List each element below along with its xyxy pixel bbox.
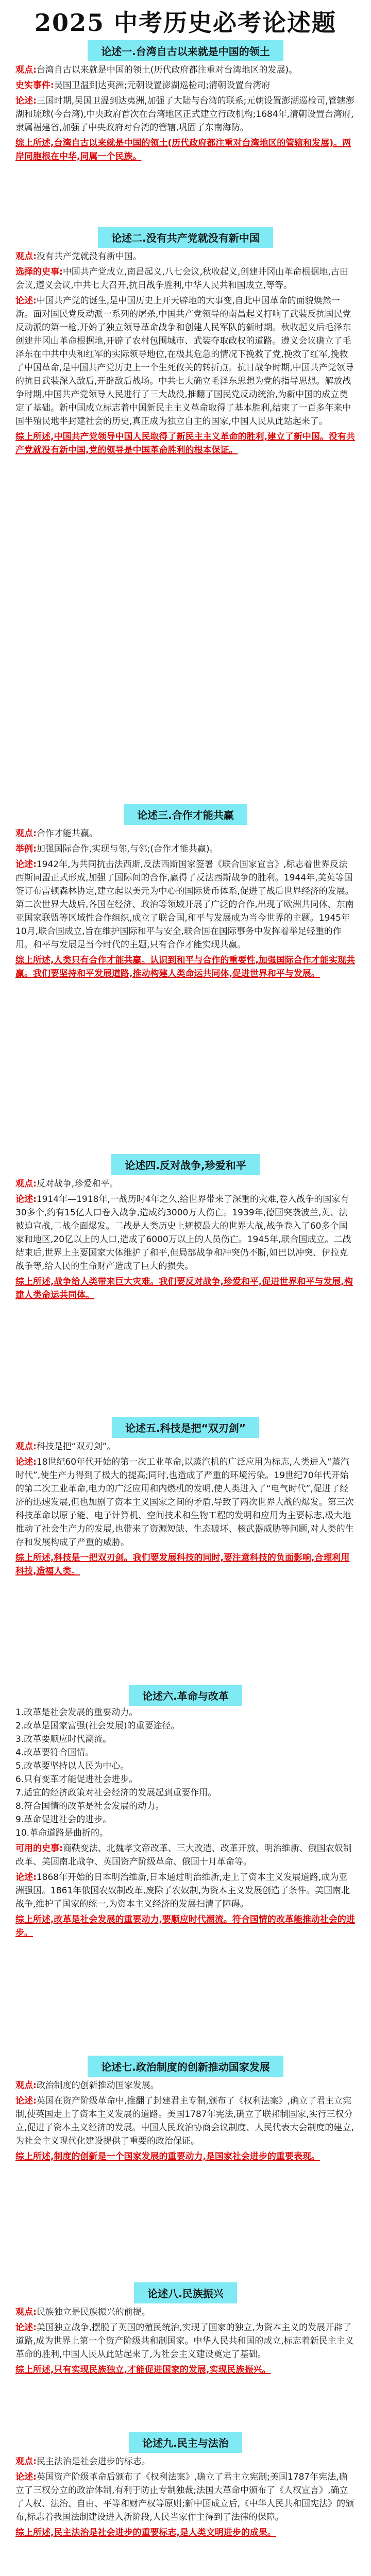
section-heading: 论述一.台湾自古以来就是中国的领土 [88,40,283,61]
section-heading: 论述八.民族振兴 [134,2282,237,2303]
list-item: 2.改革是国家富强(社会发展)的重要途径。 [15,1721,180,1731]
section-communist-party [15,227,356,459]
title-suffix: 论述题 [262,9,337,37]
section-technology [15,1417,356,1580]
viewpoint: 观点:民族独立是民族振兴的前提。 [15,2307,150,2317]
section-taiwan [15,40,356,165]
section-heading: 论述三.合作才能共赢 [124,804,247,825]
argument: 论述:英国在资产阶级革命中,推翻了封建君主专制,颁布了《权利法案》,确立了君主立宪制,使英国走上了资本主义发展的道路。美国1787年宪法,确立了联邦制国家,实行三权分立,促进了资本主义经济的发展。中国人民政治协商会议制度、人民代表大会制度的建立,为社会主义现代化建设提供了重要的政治保证。 [15,2096,354,2146]
viewpoint-list [15,1706,356,1840]
list-item: 7.适宜的经济政策对社会经济的发展起到重要作用。 [15,1788,217,1798]
viewpoint: 观点:民主法治是社会进步的标志。 [15,2456,150,2467]
conclusion: 综上所述,民主法治是社会进步的重要标志,是人类文明进步的成果。 [15,2528,276,2538]
section-national-revival [15,2282,356,2379]
section-heading: 论述二.没有共产党就没有新中国 [98,227,273,248]
argument: 论述:英国资产阶级革命后颁布了《权利法案》,确立了君主立宪制;美国1787年宪法,确立了三权分立的政治体制,有利于防止专制独裁;法国大革命中颁布了《人权宣言》,确立了人权、法治、自由、平等和财产权等原则;新中国成立后,《中华人民共和国宪法》的颁布,标志着我国法制建设进入新阶段,人民当家作主得到了法律的保障。 [15,2472,355,2522]
list-item: 6.只有变革才能促进社会进步。 [15,1774,138,1785]
list-item: 1.改革是社会发展的重要动力。 [15,1707,138,1718]
events: 可用的史事:商鞅变法、北魏孝文帝改革、三大改造、改革开放、明治维新、俄国农奴制改革、美国南北战争、英国资产阶级革命、俄国十月革命等。 [15,1843,352,1867]
list-item: 5.改革要坚持以人民为中心。 [15,1761,129,1771]
example: 举例:加强国际合作,实现与邻,与邻;(合作才能共赢)。 [15,844,218,854]
viewpoint: 观点:政治制度的创新推动国家发展。 [15,2080,159,2091]
viewpoint: 观点:合作才能共赢。 [15,828,98,839]
section-heading: 论述五.科技是把“双刃剑” [112,1417,259,1438]
section-peace [15,1154,356,1304]
section-heading: 论述四.反对战争,珍爱和平 [111,1154,259,1175]
page-title [0,4,371,38]
viewpoint: 观点:没有共产党就没有新中国。 [15,251,142,262]
section-reform [15,1685,356,1942]
section-political-system [15,2056,356,2165]
conclusion: 综上所述,改革是社会发展的重要动力,要顺应时代潮流。符合国情的改革能推动社会的进步。 [15,1914,355,1938]
list-item: 10.革命道路是曲折的。 [15,1828,109,1838]
argument: 论述:中国共产党的诞生,是中国历史上开天辟地的大事变,自此中国革命的面貌焕然一新。面对国民党反动派一系列的屠杀,中国共产党领导的南昌起义打响了武装反抗国民党反动派的第一枪,开始了独立领导革命战争和创建人民军队的新时期。秋收起义后毛泽东创建井冈山革命根据地,开辟了农村包围城市、武装夺取政权的道路。遵义会议确立了毛泽东在中共中央和红军的实际领导地位,在极其危急的情况下挽救了党,挽救了红军,挽救了中国革命,是中国共产党历史上一个生死攸关的转折点。抗日战争时期,中国共产党领导的抗日武装深入敌后,开辟敌后战场。中共七大确立毛泽东思想为党的指导思想。解放战争时期,中国共产党领导人民进行了三大战役,推翻了国民党反动统治,为新中国的成立奠定了基础。新中国成立标志着中国新民主主义革命取得了基本胜利,结束了一百多年来中国半殖民地半封建社会的历史,真正成为独立自主的国家,中国人民从此站起来了。 [15,296,354,427]
argument: 论述:1868年开始的日本明治维新,日本通过明治维新,走上了资本主义发展道路,成为亚洲强国。1861年俄国农奴制改革,废除了农奴制,为资本主义发展创造了条件。美国南北战争,维护了国家的统一,为资本主义经济的发展扫清了障碍。 [15,1872,350,1909]
list-item: 8.符合国情的改革是社会发展的动力。 [15,1801,164,1811]
viewpoint: 观点:台湾自古以来就是中国的领土(历代政府都注重对台湾地区的发展)。 [15,65,298,75]
section-cooperation [15,804,356,982]
section-democracy-rule-of-law [15,2432,356,2541]
list-item: 9.革命促进社会的进步。 [15,1815,112,1825]
title-emphasis: 必考 [213,9,263,37]
argument: 论述:美国独立战争,摆脱了英国的殖民统治,实现了国家的独立,为资本主义的发展开辟了道路,成为世界上第一个资产阶级共和制国家。中华人民共和国的成立,标志着新民主主义革命的胜利,中国人民从此站起来了,为社会主义建设奠定了基础。 [15,2323,354,2360]
conclusion: 综上所述,台湾自古以来就是中国的领土(历代政府都注重对台湾地区的管辖和发展)。两岸同胞根在中华,同属一个民族。 [15,138,351,162]
viewpoint: 观点:科技是把“双刃剑”。 [15,1442,116,1452]
events: 史实事件:吴国卫温到达夷洲;元朝设置澎湖巡检司;清朝设置台湾府 [15,80,271,91]
conclusion: 综上所述,科技是一把双刃剑。我们要发展科技的同时,要注意科技的负面影响,合理利用科技,造福人类。 [15,1553,350,1577]
list-item: 3.改革要顺应时代潮流。 [15,1734,112,1744]
section-heading: 论述九.民主与法治 [129,2432,242,2453]
conclusion: 综上所述,人类只有合作才能共赢。认识到和平与合作的重要性,加强国际合作才能实现共赢。我们要坚持和平发展道路,推动构建人类命运共同体,促进世界和平与发展。 [15,955,355,979]
section-heading: 论述七.政治制度的创新推动国家发展 [88,2056,283,2077]
argument: 论述:1914年—1918年,一战历时4年之久,给世界带来了深重的灾难,卷入战争的国家有30多个,约有15亿人口卷入战争,造成约3000万人伤亡。1939年,德国突袭波兰,英、法被迫宣战,二战全面爆发。二战是人类历史上规模最大的世界大战,战争卷入了60多个国家和地区,20亿以上的人口,造成了6000万以上的人员伤亡。1945年,联合国成立。二战结束后,世界上主要国家大体维护了和平,但局部战争和冲突仍不断,如巴以冲突、伊拉克战争等,给人民的生命财产造成了巨大的损失。 [15,1194,351,1272]
section-heading: 论述六.革命与改革 [129,1685,242,1706]
argument: 论述:三国时期,吴国卫温到达夷洲,加强了大陆与台湾的联系;元朝设置澎湖巡检司,管辖澎湖和琉球(今台湾),中央政府首次在台湾地区正式建立行政机构;1684年,清朝设置台湾府,隶属福建省,加强了中央政府对台湾的管辖,巩固了东南海防。 [15,96,355,133]
argument: 论述:1942年,为共同抗击法西斯,反法西斯国家签署《联合国家宣言》,标志着世界反法西斯同盟正式形成,加强了国际间的合作,赢得了反法西斯战争的胜利。1944年,美英等国签订布雷顿森林协定,建立起以美元为中心的国际货币体系,促进了战后世界经济的发展。第二次世界大战后,各国在经济、政治等领域开展了广泛的合作,出现了欧洲共同体、东南亚国家联盟等区域性合作组织,成立了联合国,和平与发展成为当今世界的主题。1945年10月,联合国成立,旨在维护国际和平与安全,联合国在国际事务中发挥着举足轻重的作用。和平与发展是当今时代的主题,只有合作才能实现共赢。 [15,859,354,950]
conclusion: 综上所述,制度的创新是一个国家发展的重要动力,是国家社会进步的重要表现。 [15,2151,320,2162]
events: 选择的史事:中国共产党成立,南昌起义,八七会议,秋收起义,创建井冈山革命根据地,古田会议,遵义会议,中共七大召开,抗日战争胜利,中华人民共和国成立,等等。 [15,267,348,291]
title-prefix: 2025 中考历史 [34,9,213,37]
conclusion: 综上所述,只有实现民族独立,才能促进国家的发展,实现民族振兴。 [15,2365,271,2375]
viewpoint: 观点:反对战争,珍爱和平。 [15,1179,119,1189]
list-item: 4.改革要符合国情。 [15,1748,94,1758]
conclusion: 综上所述,战争给人类带来巨大灾难。我们要反对战争,珍爱和平,促进世界和平与发展,构建人类命运共同体。 [15,1277,353,1300]
argument: 论述:18世纪60年代开始的第一次工业革命,以蒸汽机的广泛应用为标志,人类进入“蒸汽时代”,使生产力得到了极大的提高;同时,也造成了严重的环境污染。19世纪70年代开始的第二次工业革命,电力的广泛应用和内燃机的发明,使人类进入了“电气时代”,促进了经济的迅速发展,但也加剧了资本主义国家之间的矛盾,导致了两次世界大战的爆发。第三次科技革命以原子能、电子计算机、空间技术和生物工程的发明和应用为主要标志,极大地推动了社会生产力的发展,也带来了资源短缺、生态破坏、核武器威胁等问题,对人类的生存和发展构成了严重的威胁。 [15,1457,354,1548]
conclusion: 综上所述,中国共产党领导中国人民取得了新民主主义革命的胜利,建立了新中国。没有共产党就没有新中国,党的领导是中国革命胜利的根本保证。 [15,432,355,455]
